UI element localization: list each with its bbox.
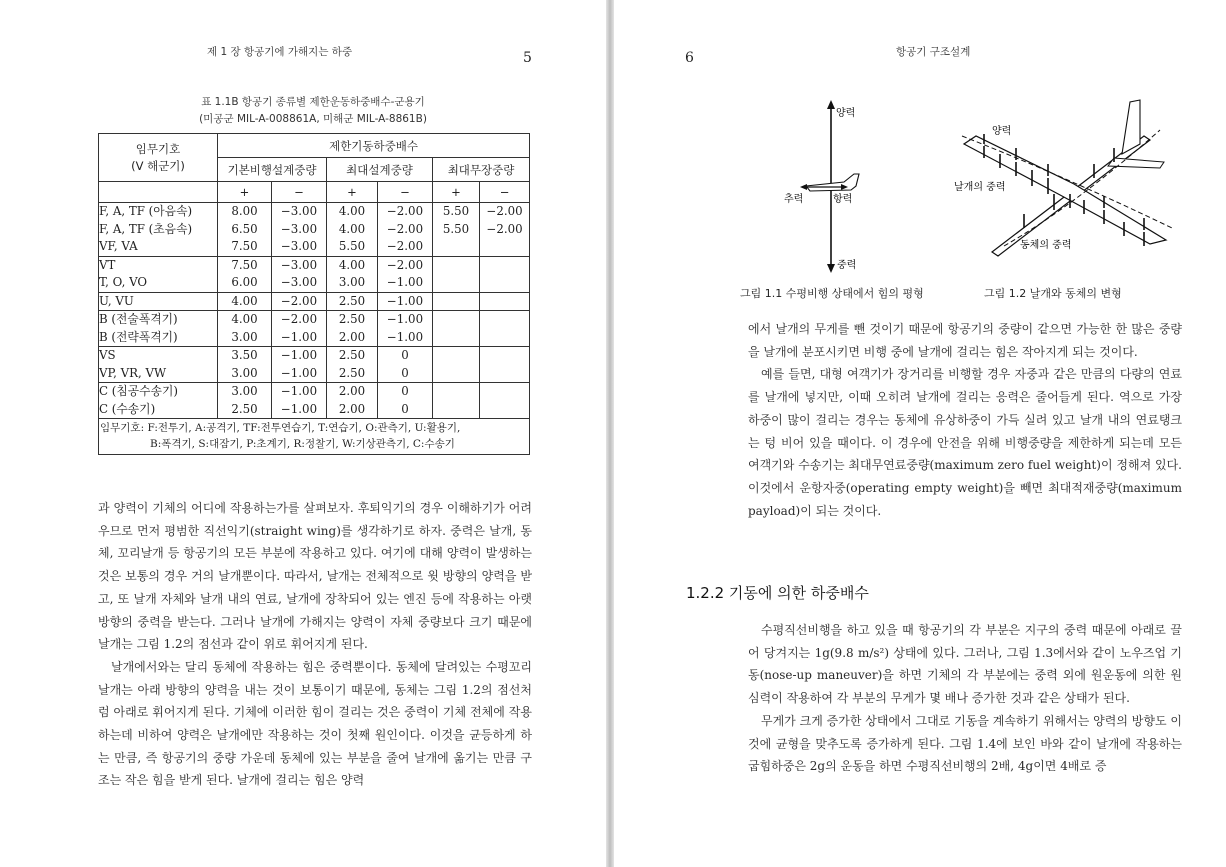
tail-fin (1122, 100, 1140, 154)
mission-type-cell: F, A, TF (아음속) F, A, TF (초음속) VF, VA (99, 203, 218, 257)
max-design-weight-header: 최대설계중량 (327, 158, 433, 182)
section-heading: 1.2.2 기동에 의한 하중배수 (686, 584, 869, 602)
left-body-text (98, 497, 532, 792)
fig1-thrust-label: 추력 (784, 194, 804, 205)
figure-wing-fuselage-deformation (954, 96, 1194, 268)
load-factor-cell (433, 347, 480, 383)
sign-plus: + (327, 182, 378, 203)
table-row (99, 256, 530, 292)
load-factor-cell (433, 383, 480, 419)
load-factor-cell: 2.50 (327, 292, 378, 311)
load-factor-cell: 3.00 2.50 (218, 383, 272, 419)
table-footnote: 임무기호: F:전투기, A:공격기, TF:전투연습기, T:연습기, O:관측기, U:활용기, B:폭격기, S:대잠기, P:초계기, R:정찰기, W:기상관측기, C:수송기 (99, 419, 530, 455)
basic-weight-header: 기본비행설계중량 (218, 158, 327, 182)
airplane-side-icon (806, 174, 859, 191)
limit-load-header: 제한기동하중배수 (218, 134, 530, 158)
mission-type-cell: VS VP, VR, VW (99, 347, 218, 383)
load-factor-cell: 4.00 3.00 (218, 311, 272, 347)
load-factor-cell (433, 311, 480, 347)
right-body-text-bottom (748, 619, 1182, 778)
fig2-wing-gravity-label: 날개의 중력 (954, 182, 1006, 193)
load-factor-cell: −2.00 −2.00 −2.00 (378, 203, 433, 257)
gravity-arrow-icon (827, 264, 835, 273)
load-factor-cell: 4.00 4.00 5.50 (327, 203, 378, 257)
figure-1-2-caption: 그림 1.2 날개와 동체의 변형 (984, 287, 1122, 300)
sign-minus: − (272, 182, 327, 203)
fig1-drag-label: 항력 (833, 194, 853, 205)
load-factor-cell: −3.00 −3.00 (272, 256, 327, 292)
book-gutter (606, 0, 614, 867)
load-factor-cell (480, 292, 530, 311)
mission-type-cell: C (침공수송기) C (수송기) (99, 383, 218, 419)
load-factor-cell: −3.00 −3.00 −3.00 (272, 203, 327, 257)
sign-plus: + (218, 182, 272, 203)
right-paragraph-3: 수평직선비행을 하고 있을 때 항공기의 각 부분은 지구의 중력 때문에 아래로 끌어 당겨지는 1g(9.8 m/s²) 상태에 있다. 그러나, 그림 1.3에서와 같이 노우즈업 기동(nose-up maneuver)을 하면 기체의 각 부분에는 중력 외에 원운동에 의한 원심력이 작용하여 각 부분의 무게가 몇 배나 증가한 것과 같은 상태가 된다. (748, 623, 1182, 706)
left-page-number: 5 (523, 50, 532, 66)
load-factor-cell (480, 311, 530, 347)
load-factor-cell (480, 256, 530, 292)
load-factor-cell: −1.00 −1.00 (272, 347, 327, 383)
load-factor-cell: 8.00 6.50 7.50 (218, 203, 272, 257)
sign-plus: + (433, 182, 480, 203)
right-paragraph-2: 예를 들면, 대형 여객기가 장거리를 비행할 경우 자중과 같은 만큼의 다량의 연료를 날개에 넣지만, 이때 오히려 날개에 걸리는 응력은 줄어들게 된다. 역으로 가장 하중이 많이 걸리는 경우는 동체에 유상하중이 가득 실려 있고 날개 내의 연료탱크는 텅 비어 있을 때이다. 이 경우에 안전을 위해 비행중량을 제한하게 되는데 모든 여객기와 수송기는 최대무연료중량(maximum zero fuel weight)이 정해져 있다. 이것에서 운항자중(operating empty weight)을 빼면 최대적재중량(maximum payload)이 되는 것이다. (748, 367, 1182, 518)
load-factor-cell: 2.50 2.50 (327, 347, 378, 383)
left-running-head: 제 1 장 항공기에 가해지는 하중 (207, 46, 353, 58)
table-row (99, 311, 530, 347)
table-row (99, 203, 530, 257)
load-factor-cell: 4.00 (218, 292, 272, 311)
load-factor-cell (480, 347, 530, 383)
load-factor-cell: 5.50 5.50 (433, 203, 480, 257)
load-factor-cell: −2.00 (272, 292, 327, 311)
load-factor-cell: 7.50 6.00 (218, 256, 272, 292)
load-factor-cell: −2.00 −2.00 (480, 203, 530, 257)
figure-1-1-caption: 그림 1.1 수평비행 상태에서 힘의 평형 (740, 287, 924, 300)
right-page-number: 6 (685, 50, 694, 66)
load-factor-cell: 4.00 3.00 (327, 256, 378, 292)
load-factor-cell: 2.00 2.00 (327, 383, 378, 419)
fig1-lift-label: 양력 (836, 108, 856, 119)
load-factor-cell: 2.50 2.00 (327, 311, 378, 347)
fig1-gravity-label: 중력 (837, 260, 857, 271)
table-row (99, 347, 530, 383)
table-caption-title: 표 1.1B 항공기 종류별 제한운동하중배수-군용기 (201, 96, 425, 108)
load-factor-cell: 0 0 (378, 383, 433, 419)
load-factor-cell: 0 0 (378, 347, 433, 383)
mission-type-cell: U, VU (99, 292, 218, 311)
right-paragraph-4: 무게가 크게 증가한 상태에서 그대로 기동을 계속하기 위해서는 양력의 방향도 이것에 균형을 맞추도록 증가하게 된다. 그림 1.4에 보인 바와 같이 날개에 작용하는 굽힘하중은 2g의 운동을 하면 수평직선비행의 2배, 4g이면 4배로 증 (748, 713, 1182, 774)
sign-minus: − (378, 182, 433, 203)
load-factor-cell: −1.00 −1.00 (272, 383, 327, 419)
load-factor-cell: −1.00 (378, 292, 433, 311)
right-paragraph-1: 에서 날개의 무게를 뺀 것이기 때문에 항공기의 중량이 같으면 가능한 한 많은 중량을 날개에 분포시키면 비행 중에 날개에 걸리는 힘은 작아지게 되는 것이다. (748, 322, 1182, 359)
left-page (0, 0, 608, 867)
load-factor-cell: −2.00 −1.00 (378, 256, 433, 292)
thrust-arrow-icon (800, 184, 807, 190)
load-factor-cell: −2.00 −1.00 (272, 311, 327, 347)
mission-type-cell: VT T, O, VO (99, 256, 218, 292)
load-factor-cell (480, 383, 530, 419)
load-factor-cell (433, 292, 480, 311)
load-factor-cell: −1.00 −1.00 (378, 311, 433, 347)
load-factor-cell: 3.50 3.00 (218, 347, 272, 383)
right-running-head: 항공기 구조설계 (896, 46, 971, 58)
mission-header: 임무기호 (V 해군기) (99, 134, 218, 182)
figure-force-balance (784, 98, 894, 276)
fig2-lift-label: 양력 (992, 126, 1012, 137)
table-row (99, 292, 530, 311)
lift-arrow-icon (827, 100, 835, 109)
table-row (99, 383, 530, 419)
sign-minus: − (480, 182, 530, 203)
max-armed-weight-header: 최대무장중량 (433, 158, 530, 182)
load-factor-cell (433, 256, 480, 292)
left-paragraph-1: 과 양력이 기체의 어디에 작용하는가를 살펴보자. 후퇴익기의 경우 이해하기가 어려우므로 먼저 평범한 직선익기(straight wing)를 생각하기로 하자. 중력은 날개, 동체, 꼬리날개 등 항공기의 모든 부분에 작용하고 있다. 여기에 대해 양력이 발생하는 것은 보통의 경우 거의 날개뿐이다. 따라서, 날개는 전체적으로 윗 방향의 양력을 받고, 또 날개 자체와 날개 내의 연료, 날개에 장착되어 있는 엔진 등에 작용하는 아랫 방향의 중력을 받는다. 그러나 날개에 가해지는 양력이 자체 중량보다 크기 때문에 날개는 그림 1.2의 점선과 같이 위로 휘어지게 된다. (98, 501, 532, 652)
right-body-text-top (748, 318, 1182, 522)
load-factor-table (98, 133, 530, 455)
mission-type-cell: B (전술폭격기) B (전략폭격기) (99, 311, 218, 347)
table-caption-source: (미공군 MIL-A-008861A, 미해군 MIL-A-8861B) (199, 113, 427, 125)
left-paragraph-2: 날개에서와는 달리 동체에 작용하는 힘은 중력뿐이다. 동체에 달려있는 수평꼬리날개는 아래 방향의 양력을 내는 것이 보통이기 때문에, 동체는 그림 1.2의 점선처럼 아래로 휘어지게 된다. 기체에 이러한 힘이 걸리는 것은 중력이 기체 전체에 작용하는데 비하여 양력은 날개에만 작용하는 것이 첫째 원인이다. 이것을 균등하게 하는 만큼, 즉 항공기의 중량 가운데 동체에 있는 부분을 줄여 날개에 옮기는 만큼 구조는 작은 힘을 받게 된다. 날개에 걸리는 힘은 양력 (98, 659, 532, 788)
fig2-fuselage-gravity-label: 동체의 중력 (1020, 240, 1072, 251)
